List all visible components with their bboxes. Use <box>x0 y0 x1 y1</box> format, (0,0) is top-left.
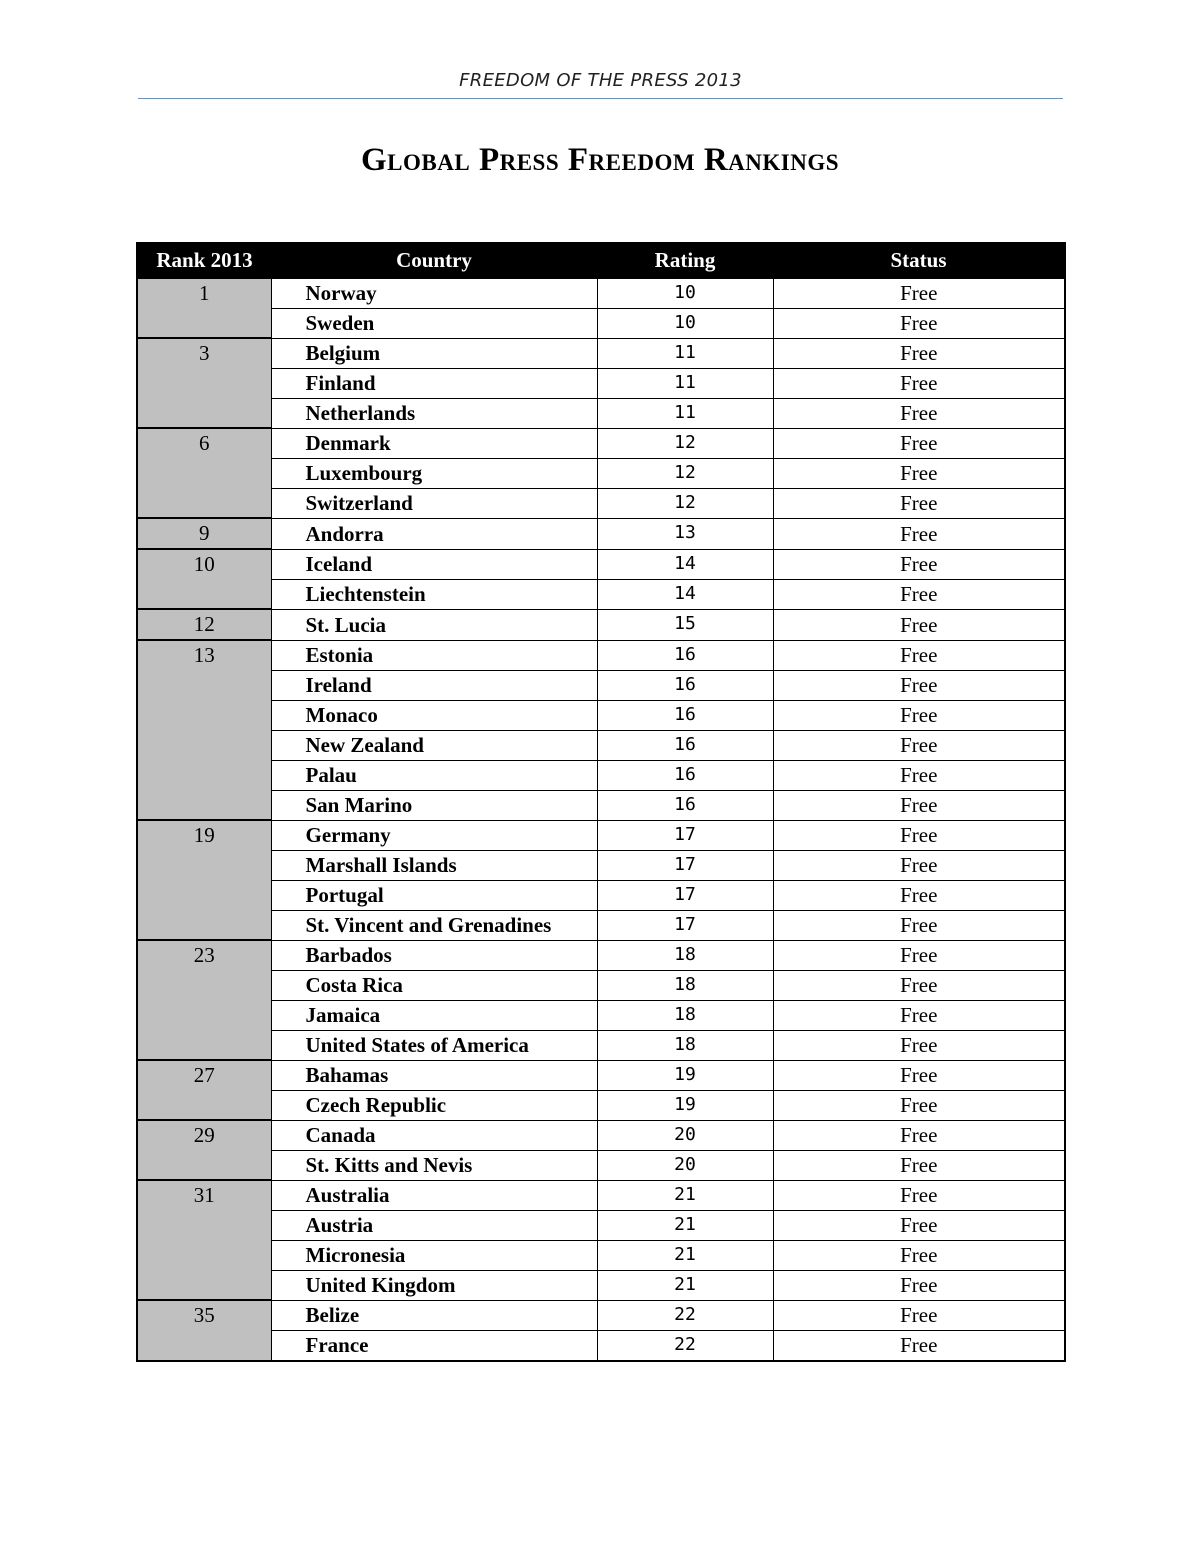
running-header: FREEDOM OF THE PRESS 2013 <box>138 70 1063 99</box>
table-row <box>137 1240 1065 1270</box>
table-row <box>137 1150 1065 1180</box>
status-cell: Free <box>773 700 1065 730</box>
rank-cell: 10 <box>137 549 271 609</box>
table-row <box>137 609 1065 640</box>
table-row <box>137 1000 1065 1030</box>
country-cell: Andorra <box>271 518 597 549</box>
title-word: Freedom <box>567 142 696 178</box>
title-word: Rankings <box>703 142 839 178</box>
rating-cell: 16 <box>597 730 773 760</box>
country-cell: Canada <box>271 1120 597 1150</box>
table-row <box>137 488 1065 518</box>
country-cell: Sweden <box>271 308 597 338</box>
country-cell: Estonia <box>271 640 597 670</box>
rating-cell: 17 <box>597 820 773 850</box>
country-cell: Germany <box>271 820 597 850</box>
table-row <box>137 760 1065 790</box>
country-cell: Belgium <box>271 338 597 368</box>
title-word: Press <box>478 142 560 178</box>
table-row <box>137 880 1065 910</box>
table-row <box>137 910 1065 940</box>
rating-cell: 20 <box>597 1150 773 1180</box>
country-cell: New Zealand <box>271 730 597 760</box>
rating-cell: 19 <box>597 1060 773 1090</box>
rating-cell: 14 <box>597 579 773 609</box>
table-row <box>137 1090 1065 1120</box>
country-cell: St. Vincent and Grenadines <box>271 910 597 940</box>
rating-cell: 16 <box>597 670 773 700</box>
rank-cell: 35 <box>137 1300 271 1361</box>
rating-cell: 11 <box>597 368 773 398</box>
table-row <box>137 850 1065 880</box>
rank-cell: 9 <box>137 518 271 549</box>
status-cell: Free <box>773 1090 1065 1120</box>
status-cell: Free <box>773 368 1065 398</box>
table-row <box>137 579 1065 609</box>
column-header-country: Country <box>271 243 597 278</box>
country-cell: United States of America <box>271 1030 597 1060</box>
country-cell: United Kingdom <box>271 1270 597 1300</box>
table-row <box>137 549 1065 579</box>
country-cell: Australia <box>271 1180 597 1210</box>
table-header-row <box>137 243 1065 278</box>
rank-cell: 12 <box>137 609 271 640</box>
rating-cell: 17 <box>597 880 773 910</box>
table-row <box>137 278 1065 308</box>
rating-cell: 12 <box>597 458 773 488</box>
rating-cell: 14 <box>597 549 773 579</box>
status-cell: Free <box>773 1330 1065 1361</box>
rating-cell: 19 <box>597 1090 773 1120</box>
country-cell: Bahamas <box>271 1060 597 1090</box>
rank-cell: 6 <box>137 428 271 518</box>
status-cell: Free <box>773 308 1065 338</box>
status-cell: Free <box>773 1000 1065 1030</box>
rating-cell: 16 <box>597 700 773 730</box>
country-cell: Norway <box>271 278 597 308</box>
rating-cell: 21 <box>597 1240 773 1270</box>
country-cell: San Marino <box>271 790 597 820</box>
table-row <box>137 820 1065 850</box>
table-row <box>137 1270 1065 1300</box>
status-cell: Free <box>773 609 1065 640</box>
status-cell: Free <box>773 1030 1065 1060</box>
status-cell: Free <box>773 1120 1065 1150</box>
rating-cell: 21 <box>597 1210 773 1240</box>
country-cell: St. Lucia <box>271 609 597 640</box>
country-cell: Palau <box>271 760 597 790</box>
status-cell: Free <box>773 1060 1065 1090</box>
country-cell: Denmark <box>271 428 597 458</box>
rank-cell: 1 <box>137 278 271 338</box>
rankings-table <box>136 242 1066 1362</box>
rating-cell: 21 <box>597 1180 773 1210</box>
table-row <box>137 1060 1065 1090</box>
country-cell: Micronesia <box>271 1240 597 1270</box>
country-cell: Czech Republic <box>271 1090 597 1120</box>
status-cell: Free <box>773 338 1065 368</box>
status-cell: Free <box>773 820 1065 850</box>
status-cell: Free <box>773 518 1065 549</box>
rating-cell: 17 <box>597 850 773 880</box>
rank-cell: 3 <box>137 338 271 428</box>
status-cell: Free <box>773 640 1065 670</box>
table-row <box>137 730 1065 760</box>
rating-cell: 10 <box>597 308 773 338</box>
title-word: Global <box>360 142 471 178</box>
country-cell: Barbados <box>271 940 597 970</box>
status-cell: Free <box>773 940 1065 970</box>
rank-cell: 13 <box>137 640 271 820</box>
table-row <box>137 670 1065 700</box>
rating-cell: 16 <box>597 760 773 790</box>
table-row <box>137 640 1065 670</box>
rating-cell: 18 <box>597 940 773 970</box>
country-cell: Luxembourg <box>271 458 597 488</box>
status-cell: Free <box>773 1270 1065 1300</box>
rating-cell: 22 <box>597 1300 773 1330</box>
status-cell: Free <box>773 760 1065 790</box>
country-cell: Switzerland <box>271 488 597 518</box>
table-row <box>137 1210 1065 1240</box>
country-cell: Costa Rica <box>271 970 597 1000</box>
status-cell: Free <box>773 970 1065 1000</box>
rank-cell: 27 <box>137 1060 271 1120</box>
rating-cell: 12 <box>597 488 773 518</box>
rating-cell: 22 <box>597 1330 773 1361</box>
table-row <box>137 1300 1065 1330</box>
rating-cell: 21 <box>597 1270 773 1300</box>
table-row <box>137 518 1065 549</box>
country-cell: France <box>271 1330 597 1361</box>
page-title <box>0 142 1200 179</box>
table-row <box>137 308 1065 338</box>
country-cell: Ireland <box>271 670 597 700</box>
table-row <box>137 338 1065 368</box>
rating-cell: 20 <box>597 1120 773 1150</box>
status-cell: Free <box>773 549 1065 579</box>
table-row <box>137 428 1065 458</box>
rank-cell: 23 <box>137 940 271 1060</box>
rank-cell: 19 <box>137 820 271 940</box>
rating-cell: 18 <box>597 1030 773 1060</box>
country-cell: Belize <box>271 1300 597 1330</box>
status-cell: Free <box>773 428 1065 458</box>
country-cell: Monaco <box>271 700 597 730</box>
status-cell: Free <box>773 850 1065 880</box>
table-row <box>137 970 1065 1000</box>
table-body <box>137 278 1065 1361</box>
rank-cell: 29 <box>137 1120 271 1180</box>
status-cell: Free <box>773 1210 1065 1240</box>
rating-cell: 11 <box>597 398 773 428</box>
table-row <box>137 1120 1065 1150</box>
status-cell: Free <box>773 1180 1065 1210</box>
country-cell: Finland <box>271 368 597 398</box>
rating-cell: 16 <box>597 790 773 820</box>
column-header-rating: Rating <box>597 243 773 278</box>
status-cell: Free <box>773 488 1065 518</box>
status-cell: Free <box>773 579 1065 609</box>
status-cell: Free <box>773 1300 1065 1330</box>
country-cell: Jamaica <box>271 1000 597 1030</box>
table-row <box>137 1030 1065 1060</box>
rank-cell: 31 <box>137 1180 271 1300</box>
rating-cell: 10 <box>597 278 773 308</box>
status-cell: Free <box>773 670 1065 700</box>
table-row <box>137 700 1065 730</box>
table-row <box>137 1330 1065 1361</box>
column-header-status: Status <box>773 243 1065 278</box>
status-cell: Free <box>773 790 1065 820</box>
rating-cell: 11 <box>597 338 773 368</box>
table-row <box>137 368 1065 398</box>
rating-cell: 13 <box>597 518 773 549</box>
status-cell: Free <box>773 910 1065 940</box>
rating-cell: 12 <box>597 428 773 458</box>
rating-cell: 16 <box>597 640 773 670</box>
table-row <box>137 398 1065 428</box>
status-cell: Free <box>773 730 1065 760</box>
rating-cell: 18 <box>597 970 773 1000</box>
country-cell: St. Kitts and Nevis <box>271 1150 597 1180</box>
country-cell: Netherlands <box>271 398 597 428</box>
country-cell: Liechtenstein <box>271 579 597 609</box>
country-cell: Portugal <box>271 880 597 910</box>
status-cell: Free <box>773 278 1065 308</box>
table-row <box>137 790 1065 820</box>
status-cell: Free <box>773 398 1065 428</box>
rating-cell: 18 <box>597 1000 773 1030</box>
rating-cell: 17 <box>597 910 773 940</box>
table-row <box>137 940 1065 970</box>
status-cell: Free <box>773 880 1065 910</box>
table-row <box>137 458 1065 488</box>
column-header-rank: Rank 2013 <box>137 243 271 278</box>
country-cell: Iceland <box>271 549 597 579</box>
rating-cell: 15 <box>597 609 773 640</box>
country-cell: Austria <box>271 1210 597 1240</box>
table-row <box>137 1180 1065 1210</box>
status-cell: Free <box>773 1240 1065 1270</box>
country-cell: Marshall Islands <box>271 850 597 880</box>
status-cell: Free <box>773 458 1065 488</box>
status-cell: Free <box>773 1150 1065 1180</box>
